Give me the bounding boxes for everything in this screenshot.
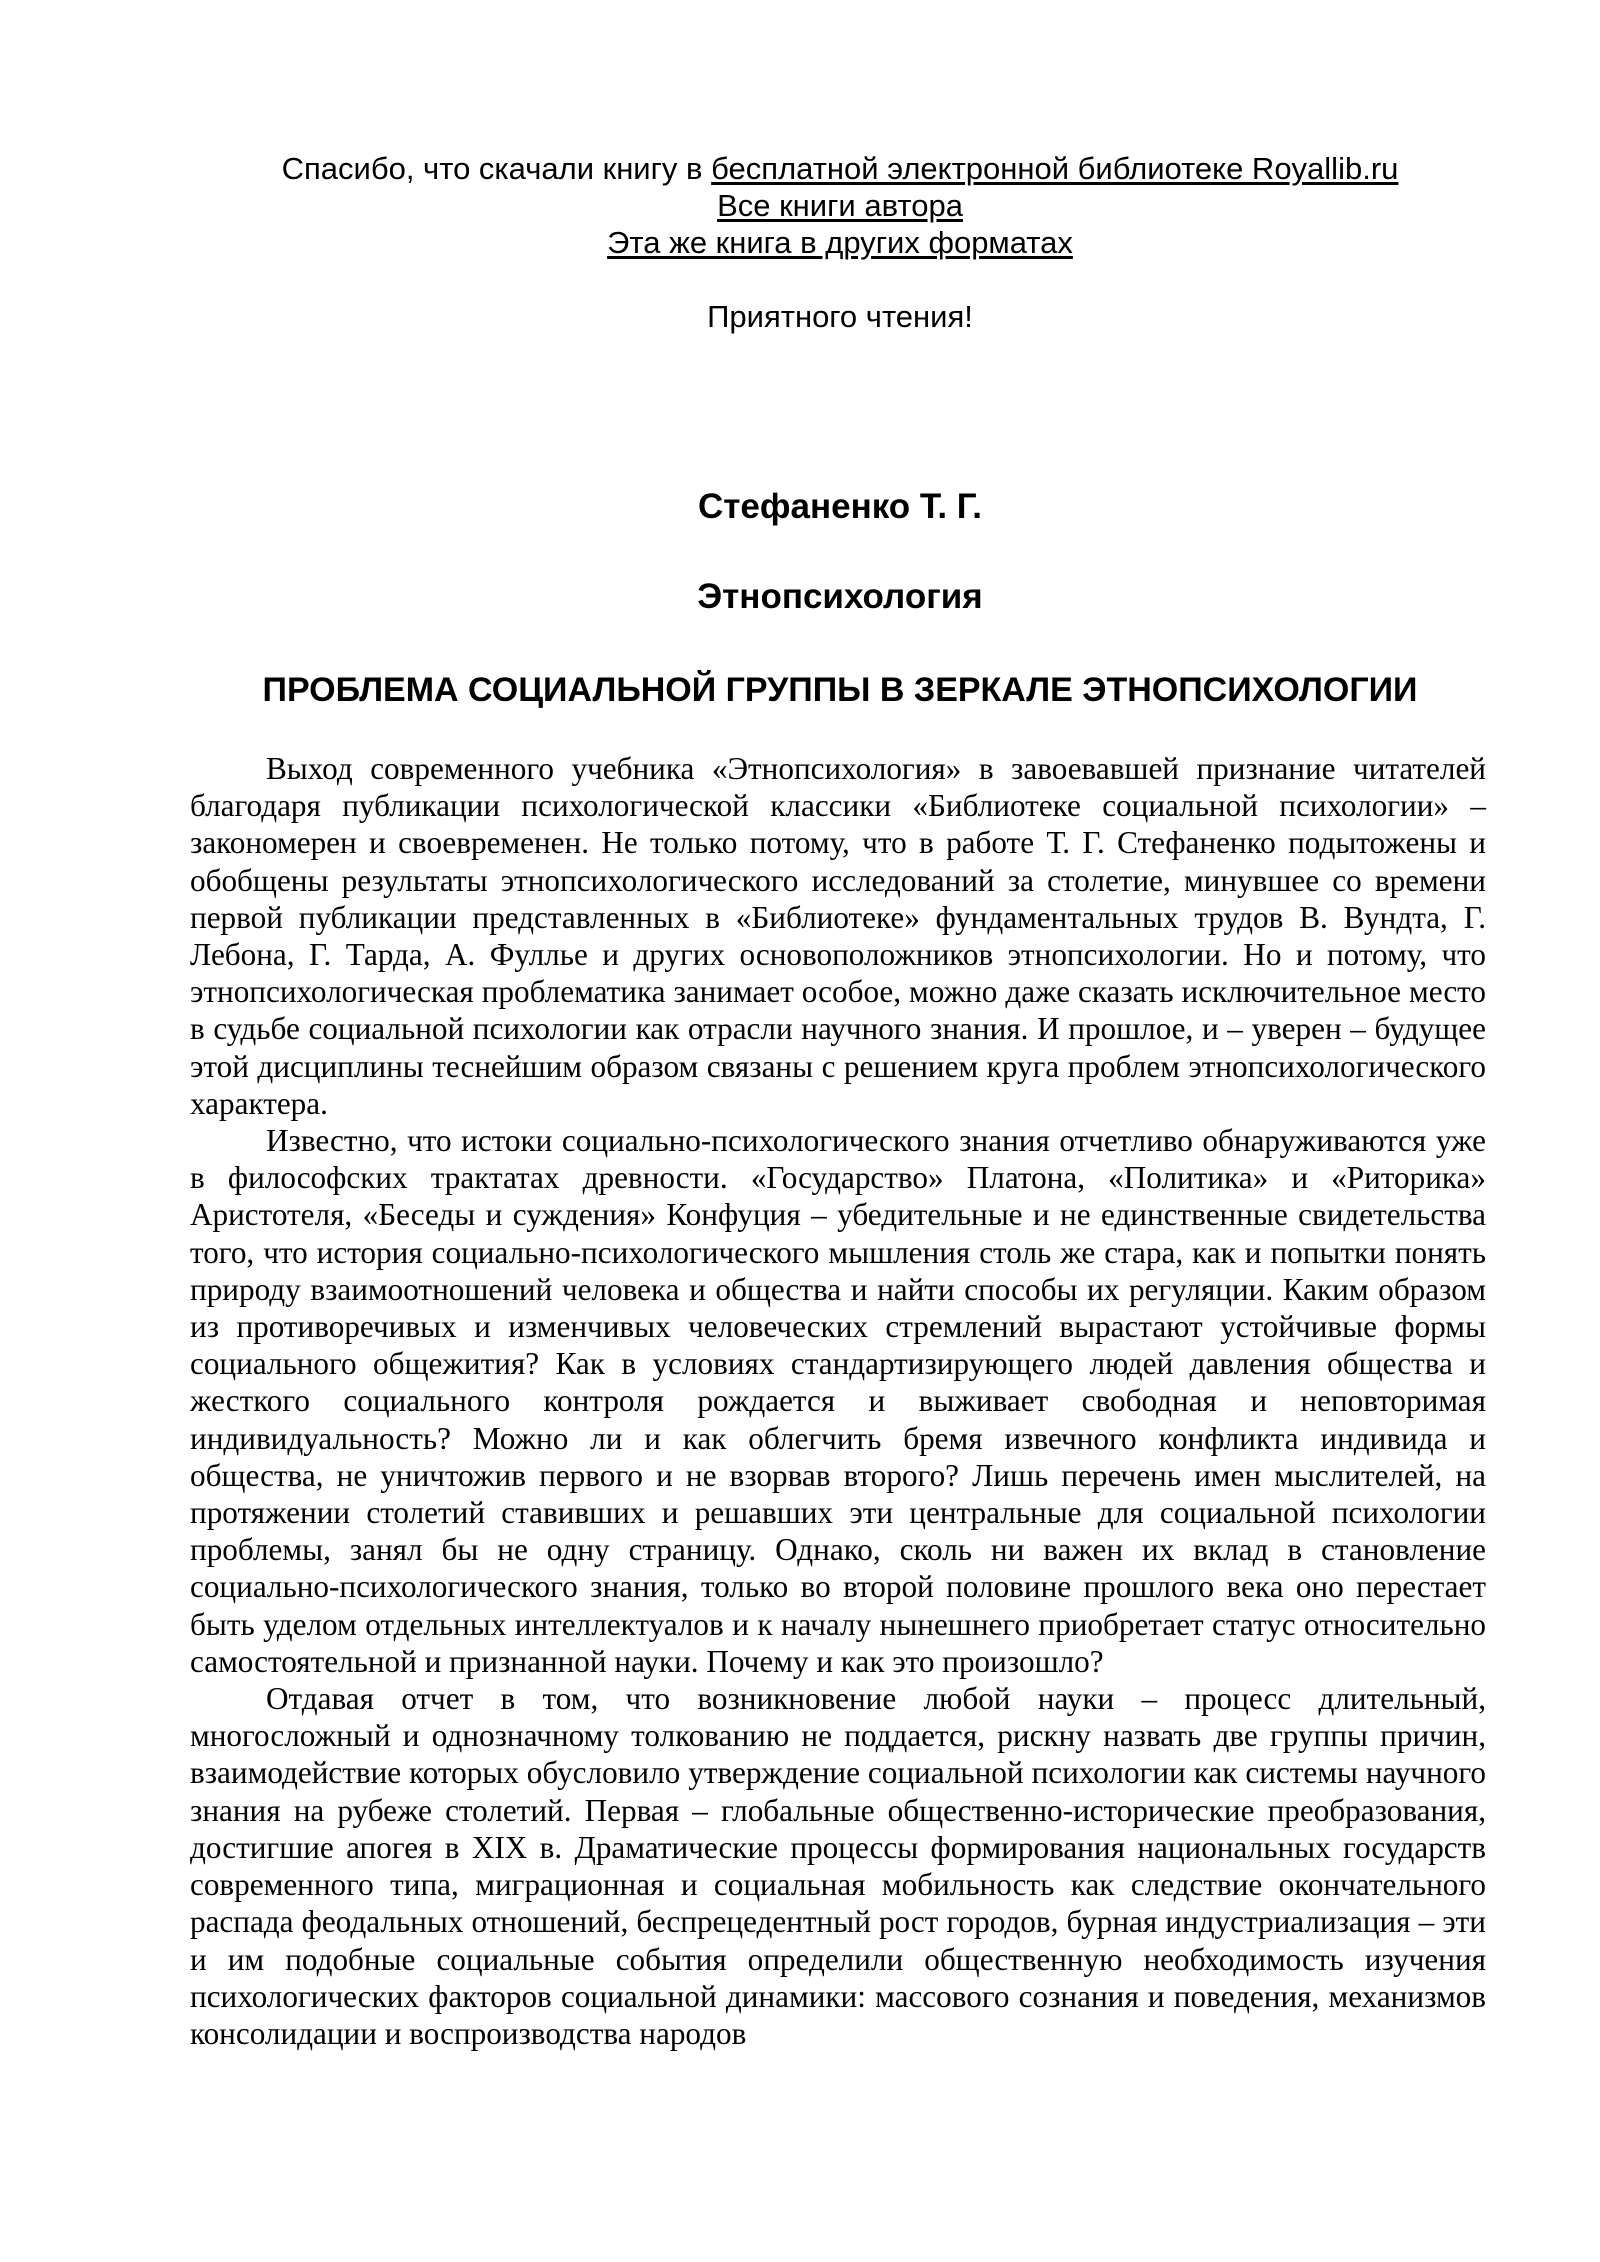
- thanks-text: Спасибо, что скачали книгу в: [281, 151, 712, 186]
- paragraph: Выход современного учебника «Этнопсихология» в завоевавшей признание читателей благодаря публикации психологической классики «Библиотеке социальной психологии» – закономерен и своевременен. Не только потому, что в работе Т. Г. Стефаненко подытожены и обобщены результаты этнопсихологического исследований за столетие, минувшее со времени первой публикации представленных в «Библиотеке» фундаментальных трудов В. Вундта, Г. Лебона, Г. Тарда, А. Фуллье и других основоположников этнопсихологии. Но и потому, что этнопсихологическая проблематика занимает особое, можно даже сказать исключительное место в судьбе социальной психологии как отрасли научного знания. И прошлое, и – уверен – будущее этой дисциплины теснейшим образом связаны с решением круга проблем этнопсихологического характера.: [190, 751, 1486, 1121]
- enjoy-reading-text: Приятного чтения!: [707, 299, 973, 334]
- library-link[interactable]: бесплатной электронной библиотеке Royallib.ru: [711, 151, 1399, 186]
- chapter-body: [190, 750, 1486, 2052]
- download-notice: [0, 150, 1600, 335]
- thanks-line: [0, 150, 1600, 187]
- book-title: Этнопсихология: [697, 577, 983, 616]
- paragraph: Известно, что истоки социально-психологического знания отчетливо обнаруживаются уже в философских трактатах древности. «Государство» Платона, «Политика» и «Риторика» Аристотеля, «Беседы и суждения» Конфуция – убедительные и не единственные свидетельства того, что история социально-психологического мышления столь же стара, как и попытки понять природу взаимоотношений человека и общества и найти способы их регуляции. Каким образом из противоречивых и изменчивых человеческих стремлений вырастают устойчивые формы социального общежития? Как в условиях стандартизирующего людей давления общества и жесткого социального контроля рождается и выживает свободная и неповторимая индивидуальность? Можно ли и как облегчить бремя извечного конфликта индивида и общества, не уничтожив первого и не взорвав второго? Лишь перечень имен мыслителей, на протяжении столетий ставивших и решавших эти центральные для социальной психологии проблемы, занял бы не одну страницу. Однако, сколь ни важен их вклад в становление социально-психологического знания, только во второй половине прошлого века оно перестает быть уделом отдельных интеллектуалов и к началу нынешнего приобретает статус относительно самостоятельной и признанной науки. Почему и как это произошло?: [190, 1123, 1486, 1679]
- author-books-link[interactable]: Все книги автора: [717, 188, 963, 223]
- paragraph: Отдавая отчет в том, что возникновение любой науки – процесс длительный, многосложный и однозначному толкованию не поддается, рискну назвать две группы причин, взаимодействие которых обусловило утверждение социальной психологии как системы научного знания на рубеже столетий. Первая – глобальные общественно-исторические преобразования, достигшие апогея в XIX в. Драматические процессы формирования национальных государств современного типа, миграционная и социальная мобильность как следствие окончательного распада феодальных отношений, беспрецедентный рост городов, бурная индустриализация – эти и им подобные социальные события определили общественную необходимость изучения психологических факторов социальной динамики: массового сознания и поведения, механизмов консолидации и воспроизводства народов: [190, 1681, 1486, 2051]
- chapter-title: ПРОБЛЕМА СОЦИАЛЬНОЙ ГРУППЫ В ЗЕРКАЛЕ ЭТНОПСИХОЛОГИИ: [262, 671, 1418, 709]
- other-formats-link[interactable]: Эта же книга в других форматах: [607, 225, 1073, 260]
- author-name: Стефаненко Т. Г.: [698, 487, 982, 526]
